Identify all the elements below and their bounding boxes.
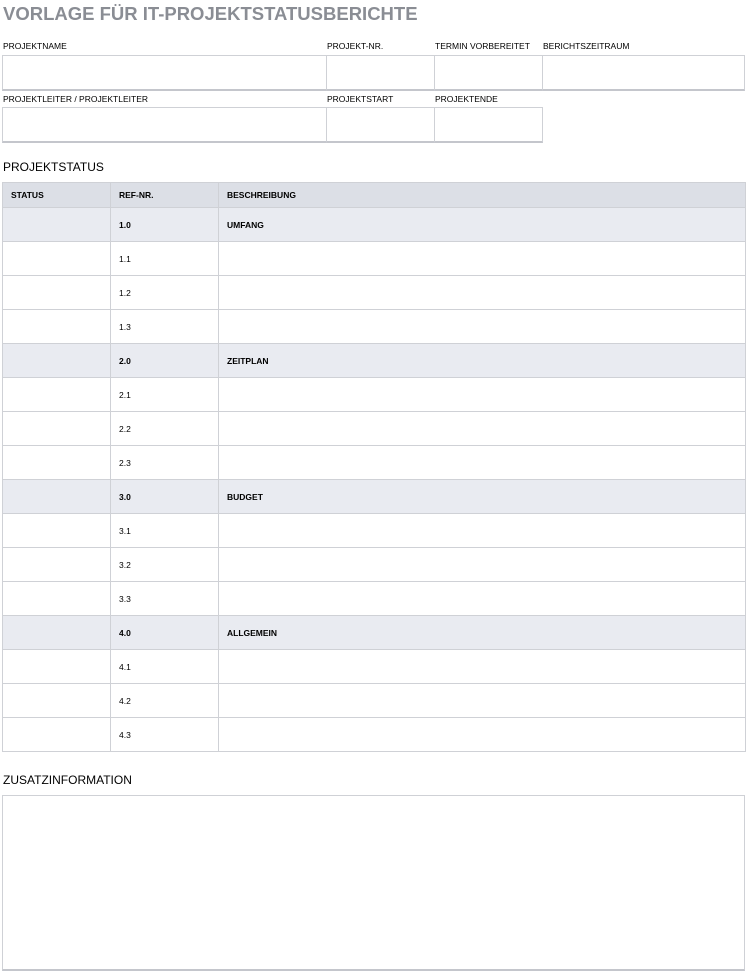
table-row	[3, 412, 746, 446]
ref-cell: 1.2	[111, 276, 219, 310]
description-cell[interactable]	[219, 412, 746, 446]
ref-cell: 3.0	[111, 480, 219, 514]
table-group-row	[3, 480, 746, 514]
description-cell[interactable]	[219, 548, 746, 582]
project-start-field[interactable]	[326, 107, 435, 143]
additional-info-heading: ZUSATZINFORMATION	[3, 773, 132, 787]
reporting-period-label: BERICHTSZEITRAUM	[543, 41, 630, 51]
description-cell[interactable]	[219, 378, 746, 412]
project-manager-label: PROJEKTLEITER / PROJEKTLEITER	[3, 94, 149, 104]
status-cell[interactable]	[3, 684, 111, 718]
ref-cell: 3.2	[111, 548, 219, 582]
ref-cell: 2.1	[111, 378, 219, 412]
ref-cell: 4.3	[111, 718, 219, 752]
table-row	[3, 582, 746, 616]
description-cell[interactable]	[219, 310, 746, 344]
description-cell[interactable]	[219, 446, 746, 480]
project-no-field[interactable]	[326, 55, 435, 91]
ref-cell: 3.3	[111, 582, 219, 616]
table-row	[3, 310, 746, 344]
description-cell[interactable]	[219, 718, 746, 752]
ref-cell: 2.3	[111, 446, 219, 480]
table-row	[3, 276, 746, 310]
description-cell[interactable]	[219, 650, 746, 684]
reporting-period-field[interactable]	[542, 55, 745, 91]
ref-cell: 1.0	[111, 208, 219, 242]
status-cell[interactable]	[3, 378, 111, 412]
project-start-label: PROJEKTSTART	[327, 94, 394, 104]
status-cell[interactable]	[3, 650, 111, 684]
description-cell[interactable]	[219, 514, 746, 548]
table-row	[3, 446, 746, 480]
project-status-heading: PROJEKTSTATUS	[3, 160, 104, 174]
status-cell[interactable]	[3, 276, 111, 310]
additional-info-field[interactable]	[2, 795, 745, 971]
description-cell: ALLGEMEIN	[219, 616, 746, 650]
description-cell: UMFANG	[219, 208, 746, 242]
project-name-label: PROJEKTNAME	[3, 41, 67, 51]
table-row	[3, 718, 746, 752]
status-cell	[3, 344, 111, 378]
project-no-label: PROJEKT-NR.	[327, 41, 384, 51]
status-cell	[3, 480, 111, 514]
date-prepared-label: TERMIN VORBEREITET	[435, 41, 530, 51]
status-cell[interactable]	[3, 514, 111, 548]
ref-cell: 2.0	[111, 344, 219, 378]
status-cell	[3, 208, 111, 242]
table-group-row	[3, 344, 746, 378]
column-header-description: BESCHREIBUNG	[219, 183, 746, 208]
ref-cell: 4.2	[111, 684, 219, 718]
status-cell[interactable]	[3, 582, 111, 616]
status-cell[interactable]	[3, 412, 111, 446]
table-row	[3, 684, 746, 718]
project-end-label: PROJEKTENDE	[435, 94, 498, 104]
project-name-field[interactable]	[2, 55, 327, 91]
status-cell[interactable]	[3, 718, 111, 752]
date-prepared-field[interactable]	[434, 55, 543, 91]
table-header-row	[3, 183, 746, 208]
project-manager-field[interactable]	[2, 107, 327, 143]
column-header-status: STATUS	[3, 183, 111, 208]
project-end-field[interactable]	[434, 107, 543, 143]
status-cell[interactable]	[3, 310, 111, 344]
table-row	[3, 514, 746, 548]
ref-cell: 3.1	[111, 514, 219, 548]
table-group-row	[3, 208, 746, 242]
description-cell[interactable]	[219, 582, 746, 616]
status-cell	[3, 616, 111, 650]
table-row	[3, 650, 746, 684]
description-cell[interactable]	[219, 276, 746, 310]
description-cell: ZEITPLAN	[219, 344, 746, 378]
description-cell: BUDGET	[219, 480, 746, 514]
table-row	[3, 242, 746, 276]
table-row	[3, 548, 746, 582]
status-cell[interactable]	[3, 242, 111, 276]
project-status-table	[2, 182, 746, 752]
description-cell[interactable]	[219, 242, 746, 276]
table-row	[3, 378, 746, 412]
ref-cell: 4.0	[111, 616, 219, 650]
status-cell[interactable]	[3, 446, 111, 480]
column-header-ref: REF-NR.	[111, 183, 219, 208]
ref-cell: 4.1	[111, 650, 219, 684]
ref-cell: 2.2	[111, 412, 219, 446]
ref-cell: 1.3	[111, 310, 219, 344]
status-cell[interactable]	[3, 548, 111, 582]
page-title: VORLAGE FÜR IT-PROJEKTSTATUSBERICHTE	[3, 3, 418, 24]
ref-cell: 1.1	[111, 242, 219, 276]
description-cell[interactable]	[219, 684, 746, 718]
table-group-row	[3, 616, 746, 650]
